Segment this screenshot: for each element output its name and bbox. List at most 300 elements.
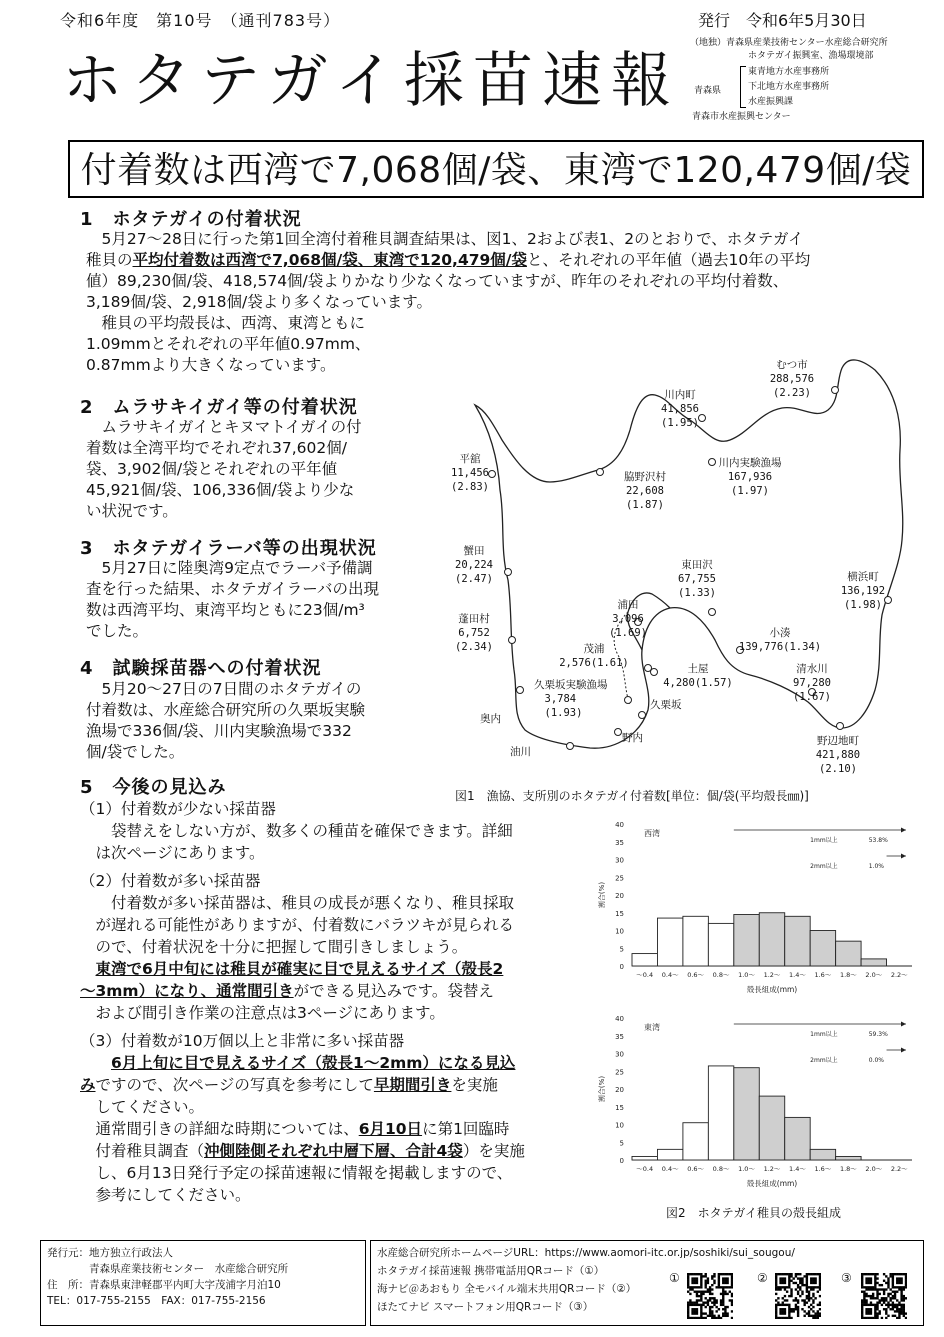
- qr-module: [795, 1297, 797, 1299]
- qr-module: [885, 1310, 887, 1312]
- s5-sub3-line-2d: を実施: [451, 1076, 498, 1094]
- qr-module: [779, 1308, 781, 1310]
- qr-module: [868, 1277, 870, 1279]
- qr-module: [810, 1288, 812, 1290]
- qr-module: [731, 1284, 733, 1286]
- qr-module: [724, 1282, 726, 1284]
- qr-module: [696, 1308, 698, 1310]
- east-ytick-35: 35: [615, 1032, 624, 1041]
- qr-module: [861, 1306, 863, 1308]
- east-ytick-5: 5: [619, 1139, 624, 1148]
- east-bar-0: [632, 1156, 657, 1160]
- qr-module: [889, 1288, 891, 1290]
- section-1-heading: 1 ホタテガイの付着状況: [80, 209, 302, 230]
- qr-module: [687, 1317, 689, 1319]
- qr-module: [729, 1286, 731, 1288]
- qr-module: [775, 1277, 777, 1279]
- qr-module: [868, 1273, 870, 1275]
- qr-module: [786, 1273, 788, 1275]
- qr-module: [784, 1299, 786, 1301]
- qr-module: [876, 1293, 878, 1295]
- qr-module: [795, 1282, 797, 1284]
- qr-module: [883, 1280, 885, 1282]
- qr-module: [777, 1273, 779, 1275]
- qr-module: [905, 1312, 907, 1314]
- qr-module: [812, 1288, 814, 1290]
- qr-module: [687, 1291, 689, 1293]
- qr-module: [865, 1288, 867, 1290]
- qr-module: [726, 1273, 728, 1275]
- west-title: 西湾: [644, 829, 660, 838]
- station-marker-higashitazawa: [709, 609, 716, 616]
- qr-module: [806, 1312, 808, 1314]
- qr-module: [810, 1280, 812, 1282]
- qr-module: [806, 1275, 808, 1277]
- qr-module: [694, 1277, 696, 1279]
- s5-sub3-line-5: [80, 1140, 600, 1162]
- qr-module: [731, 1295, 733, 1297]
- qr-module: [722, 1312, 724, 1314]
- qr-module: [812, 1301, 814, 1303]
- qr-module: [696, 1301, 698, 1303]
- qr-module: [801, 1284, 803, 1286]
- qr-module: [808, 1312, 810, 1314]
- qr-module: [790, 1293, 792, 1295]
- qr-module: [885, 1317, 887, 1319]
- qr-module: [702, 1317, 704, 1319]
- west-bar-0: [632, 954, 657, 966]
- s2-line-5: い状況です。: [86, 502, 178, 520]
- qr-module: [865, 1282, 867, 1284]
- qr-module: [819, 1286, 821, 1288]
- qr-module: [709, 1299, 711, 1301]
- qr-module: [711, 1297, 713, 1299]
- qr-module: [865, 1304, 867, 1306]
- east-xtick-4: 1.0～: [738, 1165, 755, 1173]
- qr-module: [715, 1301, 717, 1303]
- qr-module: [713, 1282, 715, 1284]
- qr-module: [903, 1288, 905, 1290]
- qr-module: [803, 1275, 805, 1277]
- qr-module: [707, 1291, 709, 1293]
- qr-module: [718, 1282, 720, 1284]
- qr-module: [900, 1277, 902, 1279]
- qr-module: [711, 1284, 713, 1286]
- west-xtick-9: 2.0～: [865, 971, 883, 979]
- qr-module: [720, 1317, 722, 1319]
- qr-module: [812, 1310, 814, 1312]
- west-ytick-5: 5: [619, 945, 624, 954]
- qr-module: [879, 1284, 881, 1286]
- qr-module: [881, 1297, 883, 1299]
- qr-module: [903, 1299, 905, 1301]
- qr-module: [702, 1312, 704, 1314]
- qr-module: [720, 1293, 722, 1295]
- qr-module: [876, 1315, 878, 1317]
- footer-qr-line-3: ほたてナビ スマートフォン用QRコード（③）: [377, 1301, 594, 1313]
- qr-module: [900, 1310, 902, 1312]
- qr-module: [687, 1273, 689, 1275]
- qr-module: [894, 1297, 896, 1299]
- qr-module: [898, 1310, 900, 1312]
- qr-module: [806, 1277, 808, 1279]
- qr-module: [722, 1282, 724, 1284]
- qr-module: [731, 1310, 733, 1312]
- qr-module: [808, 1293, 810, 1295]
- qr-module: [806, 1288, 808, 1290]
- qr-module: [726, 1282, 728, 1284]
- qr-module: [887, 1284, 889, 1286]
- qr-module: [817, 1286, 819, 1288]
- qr-module: [905, 1282, 907, 1284]
- qr-module: [788, 1277, 790, 1279]
- qr-module: [705, 1301, 707, 1303]
- qr-module: [810, 1315, 812, 1317]
- qr-module: [868, 1295, 870, 1297]
- s5-sub2-highlight-2: ～3mm）になり、通常間引き: [80, 982, 294, 1000]
- qr-module: [724, 1306, 726, 1308]
- qr-module: [896, 1308, 898, 1310]
- west-bar-8: [836, 941, 861, 966]
- qr-module: [876, 1288, 878, 1290]
- qr-module: [696, 1312, 698, 1314]
- qr-module: [779, 1310, 781, 1312]
- qr-module: [779, 1277, 781, 1279]
- qr-module: [903, 1286, 905, 1288]
- west-bar-7: [810, 931, 835, 967]
- qr-module: [885, 1304, 887, 1306]
- qr-module: [885, 1282, 887, 1284]
- qr-module: [874, 1297, 876, 1299]
- qr-module: [870, 1295, 872, 1297]
- qr-module: [702, 1291, 704, 1293]
- qr-module: [718, 1286, 720, 1288]
- qr-module: [775, 1312, 777, 1314]
- qr-module: [881, 1317, 883, 1319]
- qr-module: [900, 1273, 902, 1275]
- qr-module: [885, 1275, 887, 1277]
- qr-module: [903, 1273, 905, 1275]
- qr-module: [810, 1273, 812, 1275]
- qr-module: [705, 1312, 707, 1314]
- qr-2-label: ②: [757, 1271, 768, 1285]
- qr-module: [790, 1310, 792, 1312]
- qr-module: [718, 1308, 720, 1310]
- qr-module: [861, 1304, 863, 1306]
- qr-module: [861, 1286, 863, 1288]
- qr-module: [876, 1304, 878, 1306]
- qr-code-3-icon[interactable]: [861, 1273, 907, 1319]
- qr-module: [790, 1317, 792, 1319]
- qr-module: [806, 1273, 808, 1275]
- qr-module: [889, 1273, 891, 1275]
- qr-module: [784, 1286, 786, 1288]
- qr-module: [724, 1312, 726, 1314]
- qr-module: [814, 1286, 816, 1288]
- qr-module: [865, 1273, 867, 1275]
- qr-module: [700, 1275, 702, 1277]
- qr-module: [905, 1297, 907, 1299]
- qr-module: [885, 1312, 887, 1314]
- west-ytick-25: 25: [615, 874, 624, 883]
- east-bar-7: [810, 1149, 835, 1160]
- qr-module: [793, 1299, 795, 1301]
- qr-module: [861, 1310, 863, 1312]
- qr-module: [810, 1308, 812, 1310]
- station-kanita: 蟹田 20,224 (2.47): [455, 545, 493, 585]
- qr-module: [819, 1277, 821, 1279]
- qr-module: [870, 1312, 872, 1314]
- station-marker-aburakawa: [567, 743, 574, 750]
- qr-module: [795, 1299, 797, 1301]
- qr-module: [718, 1275, 720, 1277]
- qr-module: [861, 1282, 863, 1284]
- qr-module: [872, 1297, 874, 1299]
- qr-module: [803, 1310, 805, 1312]
- east-bar-2: [683, 1123, 708, 1160]
- qr-module: [803, 1301, 805, 1303]
- qr-module: [801, 1293, 803, 1295]
- qr-module: [687, 1310, 689, 1312]
- qr-module: [696, 1299, 698, 1301]
- qr-module: [700, 1312, 702, 1314]
- qr-module: [694, 1304, 696, 1306]
- station-kurisaka-exp: 久栗坂実験漁場 3,784 (1.93): [534, 679, 608, 719]
- qr-module: [718, 1280, 720, 1282]
- station-higashitazawa: 東田沢 67,755 (1.33): [678, 559, 716, 599]
- qr-module: [889, 1304, 891, 1306]
- qr-module: [788, 1317, 790, 1319]
- qr-module: [817, 1312, 819, 1314]
- qr-module: [863, 1301, 865, 1303]
- qr-module: [819, 1282, 821, 1284]
- qr-module: [876, 1308, 878, 1310]
- east-bar-4: [734, 1068, 759, 1160]
- qr-module: [705, 1282, 707, 1284]
- qr-module: [799, 1273, 801, 1275]
- qr-module: [892, 1297, 894, 1299]
- s1-line-5: 稚貝の平均殻長は、西湾、東湾ともに: [86, 314, 366, 332]
- qr-module: [898, 1317, 900, 1319]
- qr-module: [883, 1297, 885, 1299]
- qr-module: [896, 1282, 898, 1284]
- qr-module: [689, 1288, 691, 1290]
- qr-module: [876, 1312, 878, 1314]
- qr-module: [887, 1286, 889, 1288]
- qr-module: [786, 1291, 788, 1293]
- qr-module: [898, 1286, 900, 1288]
- place-aburakawa: 油川: [510, 746, 531, 758]
- qr-module: [812, 1317, 814, 1319]
- qr-module: [722, 1286, 724, 1288]
- qr-module: [777, 1301, 779, 1303]
- qr-module: [691, 1317, 693, 1319]
- qr-module: [879, 1301, 881, 1303]
- qr-module: [775, 1282, 777, 1284]
- qr-module: [810, 1297, 812, 1299]
- qr-module: [797, 1293, 799, 1295]
- qr-module: [702, 1304, 704, 1306]
- section-2-heading: 2 ムラサキイガイ等の付着状況: [80, 397, 358, 418]
- station-marker-okunai: [517, 687, 524, 694]
- east-ytick-20: 20: [615, 1086, 624, 1094]
- qr-module: [812, 1293, 814, 1295]
- org-shimokita-office: 下北地方水産事務所: [748, 82, 830, 92]
- qr-module: [819, 1315, 821, 1317]
- qr-module: [905, 1273, 907, 1275]
- qr-module: [793, 1277, 795, 1279]
- qr-module: [819, 1308, 821, 1310]
- west-annotation-value-0: 53.8%: [868, 837, 888, 844]
- qr-module: [788, 1284, 790, 1286]
- qr-module: [788, 1280, 790, 1282]
- qr-module: [861, 1317, 863, 1319]
- station-urata: 浦田 3,096 (1.69): [609, 599, 647, 639]
- s5-sub2-line-6: および間引き作業の注意点は3ページにあります。: [80, 1004, 445, 1022]
- qr-module: [894, 1273, 896, 1275]
- qr-module: [887, 1282, 889, 1284]
- qr-module: [779, 1282, 781, 1284]
- qr-module: [691, 1277, 693, 1279]
- qr-module: [691, 1301, 693, 1303]
- qr-module: [903, 1312, 905, 1314]
- station-marker-yomogita: [509, 637, 516, 644]
- qr-module: [883, 1288, 885, 1290]
- qr-module: [870, 1280, 872, 1282]
- east-ytick-0: 0: [619, 1157, 624, 1165]
- west-annotation-arrowhead-0: [901, 828, 906, 833]
- qr-module: [696, 1286, 698, 1288]
- east-bar-8: [836, 1156, 861, 1160]
- qr-module: [806, 1291, 808, 1293]
- qr-module: [702, 1301, 704, 1303]
- footer-phone: TEL：017-755-2155 FAX：017-755-2156: [47, 1295, 266, 1307]
- qr-module: [696, 1293, 698, 1295]
- s5-sub3: （3）付着数が10万個以上と非常に多い採苗器: [80, 1032, 405, 1050]
- west-ytick-20: 20: [615, 892, 624, 900]
- qr-module: [775, 1304, 777, 1306]
- qr-code-2-icon[interactable]: [775, 1273, 821, 1319]
- qr-module: [819, 1304, 821, 1306]
- qr-module: [724, 1293, 726, 1295]
- qr-module: [700, 1295, 702, 1297]
- qr-module: [874, 1315, 876, 1317]
- qr-module: [691, 1282, 693, 1284]
- qr-module: [806, 1280, 808, 1282]
- qr-module: [861, 1280, 863, 1282]
- qr-module: [784, 1273, 786, 1275]
- qr-module: [731, 1293, 733, 1295]
- west-ytick-40: 40: [615, 821, 624, 829]
- qr-module: [870, 1273, 872, 1275]
- s5-sub3-line-4: [80, 1118, 600, 1140]
- qr-module: [694, 1301, 696, 1303]
- east-ylabel: 割合(%): [598, 1075, 606, 1103]
- qr-module: [795, 1273, 797, 1275]
- qr-module: [879, 1293, 881, 1295]
- qr-module: [865, 1277, 867, 1279]
- qr-module: [698, 1286, 700, 1288]
- qr-module: [797, 1301, 799, 1303]
- qr-module: [905, 1284, 907, 1286]
- qr-module: [694, 1317, 696, 1319]
- station-noheji: 野辺地町 421,880 (2.10): [815, 735, 861, 775]
- qr-module: [729, 1299, 731, 1301]
- qr-module: [689, 1317, 691, 1319]
- qr-module: [702, 1275, 704, 1277]
- qr-module: [863, 1297, 865, 1299]
- qr-module: [812, 1286, 814, 1288]
- qr-module: [900, 1293, 902, 1295]
- qr-module: [694, 1273, 696, 1275]
- qr-module: [713, 1299, 715, 1301]
- s3-line-4: でした。: [86, 622, 149, 640]
- qr-module: [808, 1297, 810, 1299]
- qr-module: [687, 1315, 689, 1317]
- qr-module: [700, 1293, 702, 1295]
- qr-module: [797, 1286, 799, 1288]
- s3-line-2: 査を行った結果、ホタテガイラーバの出現: [86, 580, 379, 598]
- qr-module: [775, 1317, 777, 1319]
- qr-module: [863, 1299, 865, 1301]
- section-2-body: [86, 417, 426, 522]
- east-ytick-10: 10: [615, 1121, 624, 1130]
- s3-line-1: 5月27日に陸奥湾9定点でラーバ予備調: [86, 559, 373, 577]
- s2-line-3: 袋、3,902個/袋とそれぞれの平年値: [86, 460, 338, 478]
- qr-module: [705, 1291, 707, 1293]
- qr-module: [799, 1280, 801, 1282]
- qr-module: [872, 1293, 874, 1295]
- qr-module: [819, 1280, 821, 1282]
- place-nonai: 野内: [622, 732, 643, 744]
- qr-module: [896, 1280, 898, 1282]
- qr-module: [691, 1280, 693, 1282]
- qr-module: [711, 1288, 713, 1290]
- west-xtick-0: ～0.4: [636, 971, 654, 979]
- qr-1-label: ①: [669, 1271, 680, 1285]
- west-xtick-1: 0.4～: [661, 971, 679, 979]
- qr-module: [782, 1297, 784, 1299]
- qr-module: [775, 1288, 777, 1290]
- qr-module: [801, 1277, 803, 1279]
- qr-module: [808, 1306, 810, 1308]
- west-xtick-5: 1.2～: [763, 971, 781, 979]
- qr-module: [819, 1312, 821, 1314]
- qr-module: [775, 1286, 777, 1288]
- qr-module: [817, 1315, 819, 1317]
- qr-module: [868, 1280, 870, 1282]
- footer-homepage-url[interactable]: 水産総合研究所ホームページURL：https://www.aomori-itc.or.jp/soshiki/sui_sougou/: [377, 1247, 795, 1259]
- west-bar-3: [708, 923, 733, 966]
- qr-module: [874, 1284, 876, 1286]
- qr-module: [868, 1282, 870, 1284]
- qr-module: [876, 1301, 878, 1303]
- qr-module: [707, 1280, 709, 1282]
- s2-line-1: ムラサキイガイとキヌマトイガイの付: [86, 418, 362, 436]
- qr-module: [865, 1310, 867, 1312]
- qr-module: [892, 1304, 894, 1306]
- qr-module: [731, 1304, 733, 1306]
- qr-module: [779, 1286, 781, 1288]
- east-xtick-0: ～0.4: [636, 1165, 654, 1173]
- qr-code-1-icon[interactable]: [687, 1273, 733, 1319]
- qr-module: [775, 1310, 777, 1312]
- qr-module: [689, 1273, 691, 1275]
- west-xtick-2: 0.6～: [687, 971, 705, 979]
- qr-module: [865, 1295, 867, 1297]
- org-pref-label: 青森県: [694, 86, 722, 96]
- qr-module: [777, 1288, 779, 1290]
